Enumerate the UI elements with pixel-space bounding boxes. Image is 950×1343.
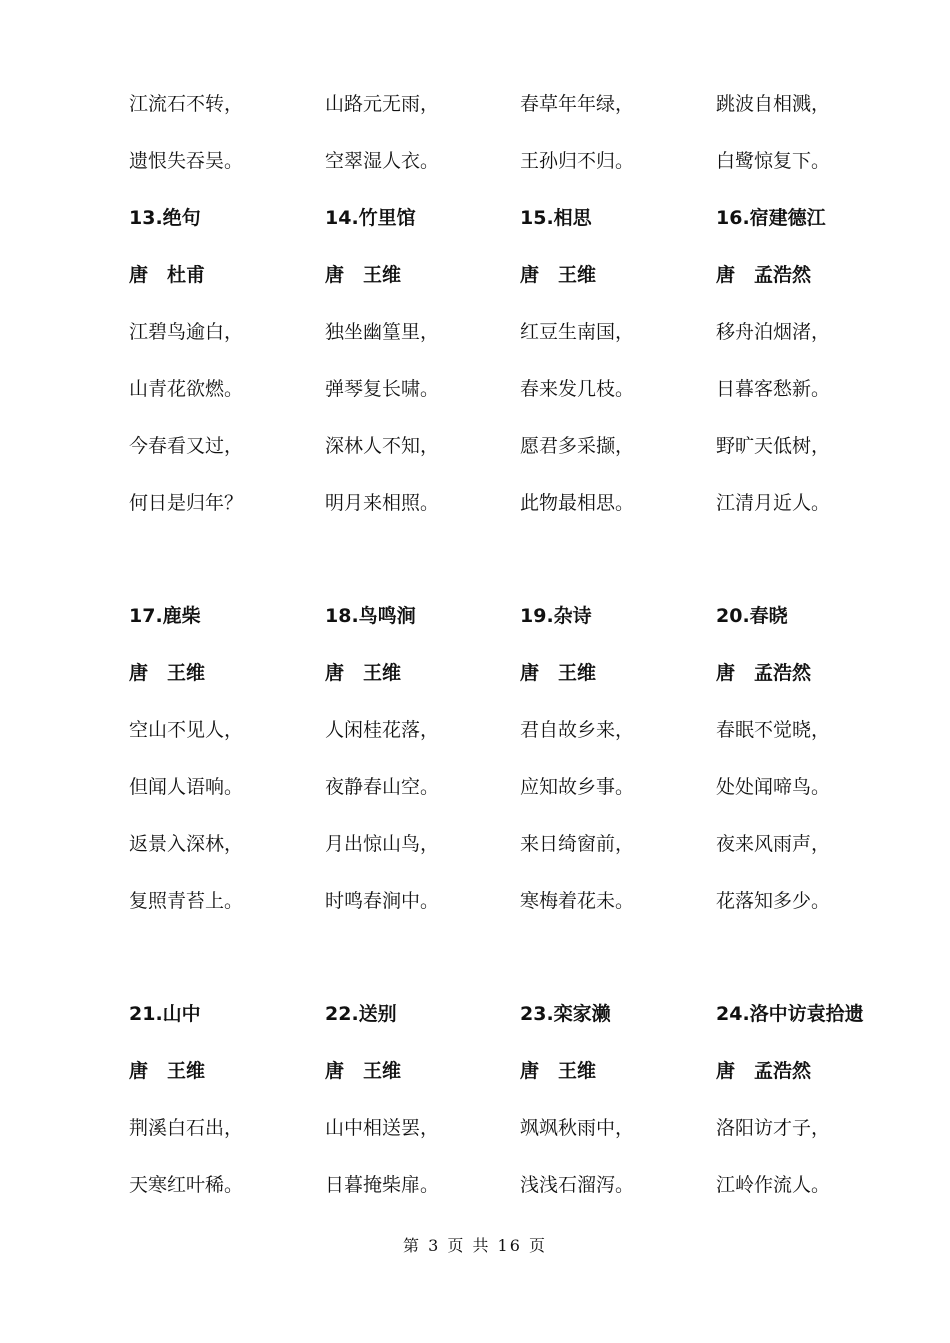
poem-line: 独坐幽篁里， — [325, 321, 440, 343]
poem-author: 唐 王维 — [520, 662, 597, 684]
page-number: 第 3 页 共 16 页 — [403, 1236, 547, 1255]
poem-line: 江清月近人。 — [716, 492, 831, 514]
poem-line: 复照青苔上。 — [129, 890, 244, 912]
poem-line: 处处闻啼鸟。 — [716, 776, 831, 798]
poem-line: 春眠不觉晓， — [716, 719, 831, 741]
poem-title: 17.鹿柴 — [129, 605, 201, 627]
poem-author: 唐 王维 — [129, 662, 206, 684]
poem-line: 山中相送罢， — [325, 1117, 440, 1139]
poem-line: 野旷天低树， — [716, 435, 831, 457]
poem-line: 跳波自相溅， — [716, 93, 831, 115]
poem-line: 人闲桂花落， — [325, 719, 440, 741]
poem-author: 唐 孟浩然 — [716, 264, 812, 286]
poem-line: 天寒红叶稀。 — [129, 1174, 244, 1196]
poem-line: 但闻人语响。 — [129, 776, 244, 798]
poem-line: 弹琴复长啸。 — [325, 378, 440, 400]
poem-line: 王孙归不归。 — [520, 150, 635, 172]
poem-author: 唐 王维 — [520, 1060, 597, 1082]
poem-line: 山青花欲燃。 — [129, 378, 244, 400]
poem-title: 20.春晓 — [716, 605, 788, 627]
poem-line: 何日是归年？ — [129, 492, 244, 514]
poem-line: 空翠湿人衣。 — [325, 150, 440, 172]
poem-title: 18.鸟鸣涧 — [325, 605, 416, 627]
poem-line: 江流石不转， — [129, 93, 244, 115]
poem-line: 月出惊山鸟， — [325, 833, 440, 855]
poem-author: 唐 王维 — [520, 264, 597, 286]
poem-line: 夜静春山空。 — [325, 776, 440, 798]
poem-line: 今春看又过， — [129, 435, 244, 457]
poem-line: 来日绮窗前， — [520, 833, 635, 855]
poem-author: 唐 王维 — [325, 264, 402, 286]
poem-line: 明月来相照。 — [325, 492, 440, 514]
poem-author: 唐 王维 — [325, 1060, 402, 1082]
poem-author: 唐 杜甫 — [129, 264, 206, 286]
poem-line: 红豆生南国， — [520, 321, 635, 343]
poem-title: 15.相思 — [520, 207, 592, 229]
poem-author: 唐 王维 — [325, 662, 402, 684]
poem-line: 白鹭惊复下。 — [716, 150, 831, 172]
poem-line: 飒飒秋雨中， — [520, 1117, 635, 1139]
poem-title: 22.送别 — [325, 1003, 397, 1025]
poem-line: 此物最相思。 — [520, 492, 635, 514]
poem-line: 洛阳访才子， — [716, 1117, 831, 1139]
poem-line: 春来发几枝。 — [520, 378, 635, 400]
poem-line: 春草年年绿， — [520, 93, 635, 115]
poem-title: 19.杂诗 — [520, 605, 592, 627]
poem-title: 23.栾家濑 — [520, 1003, 611, 1025]
poem-line: 寒梅着花未。 — [520, 890, 635, 912]
poem-line: 移舟泊烟渚， — [716, 321, 831, 343]
poem-author: 唐 孟浩然 — [716, 662, 812, 684]
poem-line: 日暮客愁新。 — [716, 378, 831, 400]
poem-line: 空山不见人， — [129, 719, 244, 741]
poem-line: 时鸣春涧中。 — [325, 890, 440, 912]
poem-line: 夜来风雨声， — [716, 833, 831, 855]
poem-line: 荆溪白石出， — [129, 1117, 244, 1139]
poem-title: 21.山中 — [129, 1003, 201, 1025]
poem-title: 16.宿建德江 — [716, 207, 826, 229]
poem-line: 遗恨失吞吴。 — [129, 150, 244, 172]
poem-author: 唐 王维 — [129, 1060, 206, 1082]
poem-title: 13.绝句 — [129, 207, 201, 229]
poem-title: 24.洛中访袁拾遗 — [716, 1003, 864, 1025]
poem-line: 浅浅石溜泻。 — [520, 1174, 635, 1196]
poem-line: 应知故乡事。 — [520, 776, 635, 798]
poem-line: 日暮掩柴扉。 — [325, 1174, 440, 1196]
poem-line: 江岭作流人。 — [716, 1174, 831, 1196]
poem-line: 愿君多采撷， — [520, 435, 635, 457]
poem-line: 江碧鸟逾白， — [129, 321, 244, 343]
poem-line: 山路元无雨， — [325, 93, 440, 115]
poem-line: 深林人不知， — [325, 435, 440, 457]
poem-author: 唐 孟浩然 — [716, 1060, 812, 1082]
poem-line: 君自故乡来， — [520, 719, 635, 741]
poem-line: 返景入深林， — [129, 833, 244, 855]
poem-title: 14.竹里馆 — [325, 207, 416, 229]
poem-line: 花落知多少。 — [716, 890, 831, 912]
